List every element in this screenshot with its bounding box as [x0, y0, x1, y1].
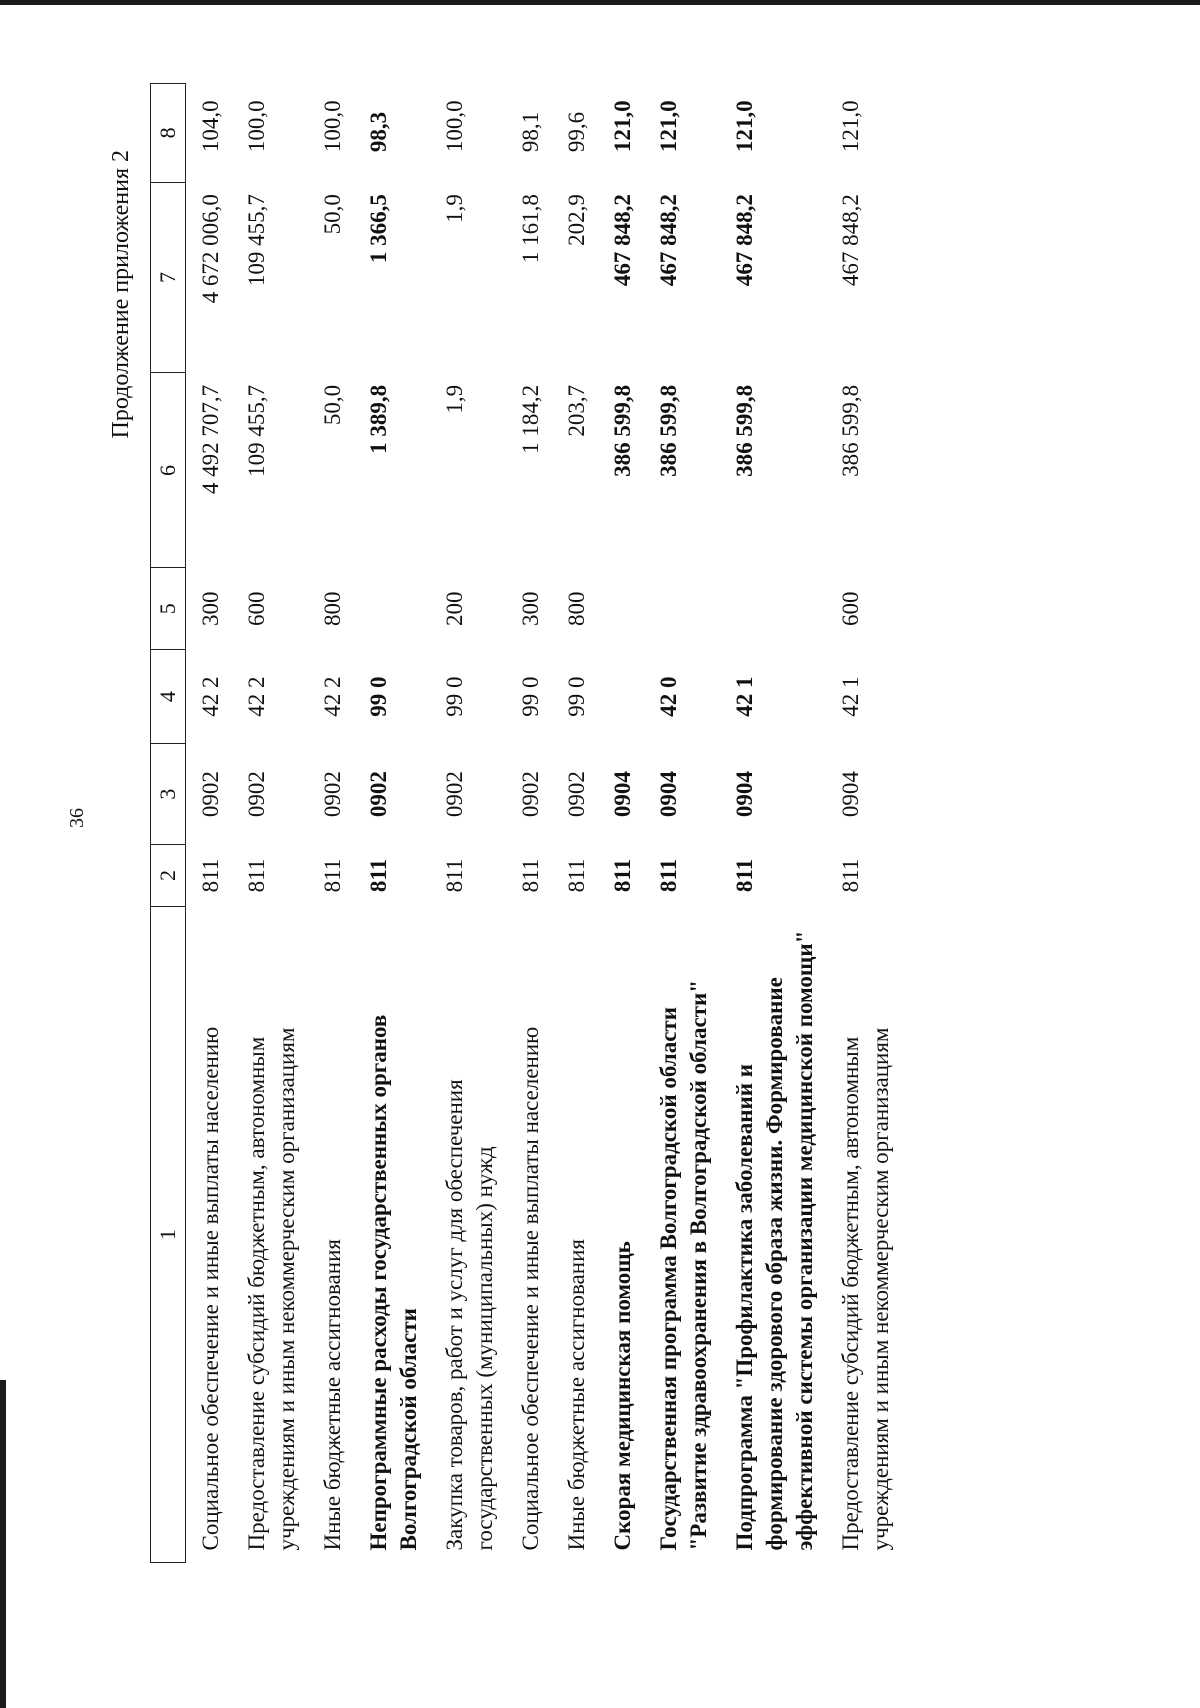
cell-code-3: 0902: [366, 771, 391, 818]
cell-code-2: 811: [656, 858, 681, 893]
cell-code-2: 811: [320, 858, 345, 893]
row-name: Подпрограмма "Профилактика заболеваний и формирование здорового образа жизни. Формирование эффективной системы организации медицинской помощи": [732, 930, 817, 1551]
column-header: 2: [151, 844, 186, 906]
row-name: Закупка товаров, работ и услуг для обеспечения государственных (муниципальных) нужд: [442, 1079, 497, 1551]
budget-table: [150, 83, 902, 1563]
cell-code-2: 811: [732, 858, 757, 893]
cell-amount-6: 386 599,8: [610, 384, 635, 477]
cell-code-4: 42 2: [320, 676, 345, 717]
column-header: 8: [151, 84, 186, 183]
cell-percent-8: 121,0: [732, 100, 757, 153]
cell-amount-7: 1,9: [442, 194, 467, 223]
row-name: Скорая медицинская помощь: [610, 1241, 635, 1551]
cell-percent-8: 98,1: [518, 111, 543, 153]
cell-code-2: 811: [564, 858, 589, 893]
cell-percent-8: 104,0: [198, 100, 223, 153]
cell-code-4: 99 0: [564, 676, 589, 717]
cell-percent-8: 100,0: [244, 100, 269, 153]
cell-code-4: 99 0: [442, 676, 467, 717]
cell-amount-6: 386 599,8: [838, 384, 863, 477]
cell-code-5: 200: [442, 591, 467, 626]
table-row: [186, 84, 233, 1563]
cell-code-3: 0904: [656, 771, 681, 818]
cell-code-2: 811: [366, 858, 391, 893]
table-row: [598, 84, 644, 1563]
cell-percent-8: 121,0: [656, 100, 681, 153]
cell-amount-7: 467 848,2: [656, 194, 681, 287]
cell-code-5: [598, 568, 644, 649]
cell-code-3: 0904: [838, 771, 863, 818]
cell-percent-8: 98,3: [366, 111, 391, 153]
cell-amount-6: 1 184,2: [518, 384, 543, 454]
cell-code-5: [644, 568, 720, 649]
cell-amount-6: 1 389,8: [366, 384, 391, 454]
row-name: Социальное обеспечение и иные выплаты населению: [518, 1026, 543, 1551]
row-name: Предоставление субсидий бюджетным, автономным учреждениям и иным некоммерческим организациям: [838, 1027, 893, 1551]
cell-code-5: 800: [320, 591, 345, 626]
cell-amount-7: 202,9: [564, 194, 589, 246]
header-row: [151, 84, 186, 1563]
column-header: 4: [151, 649, 186, 743]
cell-percent-8: 99,6: [564, 111, 589, 153]
cell-percent-8: 100,0: [320, 100, 345, 153]
cell-amount-7: 467 848,2: [838, 194, 863, 287]
column-header: 1: [151, 907, 186, 1563]
cell-amount-6: 109 455,7: [244, 384, 269, 477]
cell-code-2: 811: [838, 858, 863, 893]
column-header: 3: [151, 744, 186, 845]
table-row: [644, 84, 720, 1563]
cell-amount-6: 386 599,8: [656, 384, 681, 477]
cell-code-5: 300: [518, 591, 543, 626]
cell-code-3: 0902: [244, 771, 269, 818]
cell-code-2: 811: [442, 858, 467, 893]
cell-amount-6: 50,0: [320, 384, 345, 426]
cell-amount-7: 1 161,8: [518, 194, 543, 264]
cell-amount-6: 1,9: [442, 384, 467, 414]
cell-percent-8: 121,0: [838, 100, 863, 153]
row-name: Иные бюджетные ассигнования: [320, 1239, 345, 1551]
cell-amount-6: 4 492 707,7: [198, 384, 223, 495]
cell-code-4: 99 0: [366, 676, 391, 717]
table-row: [308, 84, 354, 1563]
cell-code-3: 0904: [732, 771, 757, 818]
cell-amount-7: 50,0: [320, 194, 345, 235]
table-row: [232, 84, 308, 1563]
cell-code-5: 800: [564, 591, 589, 626]
cell-code-2: 811: [518, 858, 543, 893]
row-name: Предоставление субсидий бюджетным, автономным учреждениям и иным некоммерческим организациям: [244, 1027, 299, 1551]
cell-code-4: [598, 649, 644, 743]
table-row: [720, 84, 826, 1563]
cell-code-5: 300: [198, 591, 223, 626]
cell-code-4: 42 1: [838, 676, 863, 717]
row-name: Иные бюджетные ассигнования: [564, 1239, 589, 1551]
cell-code-5: [354, 568, 430, 649]
cell-amount-7: 467 848,2: [610, 194, 635, 287]
cell-amount-6: 203,7: [564, 384, 589, 437]
table-row: [826, 84, 902, 1563]
column-header: 6: [151, 373, 186, 568]
cell-code-3: 0902: [198, 771, 223, 818]
continuation-label: Продолжение приложения 2: [108, 150, 134, 439]
cell-code-4: 99 0: [518, 676, 543, 717]
cell-code-2: 811: [244, 858, 269, 893]
cell-code-4: 42 2: [198, 676, 223, 717]
cell-code-2: 811: [610, 858, 635, 893]
cell-percent-8: 121,0: [610, 100, 635, 153]
cell-amount-7: 467 848,2: [732, 194, 757, 287]
cell-code-4: 42 0: [656, 676, 681, 717]
cell-percent-8: 100,0: [442, 100, 467, 153]
table-row: [506, 84, 552, 1563]
table-row: [430, 84, 506, 1563]
cell-code-3: 0904: [610, 771, 635, 818]
column-header: 7: [151, 182, 186, 373]
cell-code-3: 0902: [442, 771, 467, 818]
page-number: 36: [66, 808, 88, 828]
cell-code-3: 0902: [518, 771, 543, 818]
cell-amount-7: 4 672 006,0: [198, 194, 223, 304]
cell-amount-6: 386 599,8: [732, 384, 757, 477]
cell-code-5: 600: [838, 591, 863, 626]
row-name: Государственная программа Волгоградской области "Развитие здравоохранения в Волгоградской области": [656, 979, 711, 1551]
table-row: [354, 84, 430, 1563]
row-name: Непрограммные расходы государственных органов Волгоградской области: [366, 1014, 421, 1551]
cell-code-3: 0902: [564, 771, 589, 818]
cell-code-4: 42 1: [732, 676, 757, 717]
cell-code-5: [720, 568, 826, 649]
table-row: [552, 84, 598, 1563]
column-header: 5: [151, 568, 186, 649]
cell-code-2: 811: [198, 858, 223, 893]
cell-amount-7: 1 366,5: [366, 194, 391, 264]
cell-code-5: 600: [244, 591, 269, 626]
cell-code-4: 42 2: [244, 676, 269, 717]
cell-amount-7: 109 455,7: [244, 194, 269, 287]
row-name: Социальное обеспечение и иные выплаты населению: [198, 1026, 223, 1551]
cell-code-3: 0902: [320, 771, 345, 818]
